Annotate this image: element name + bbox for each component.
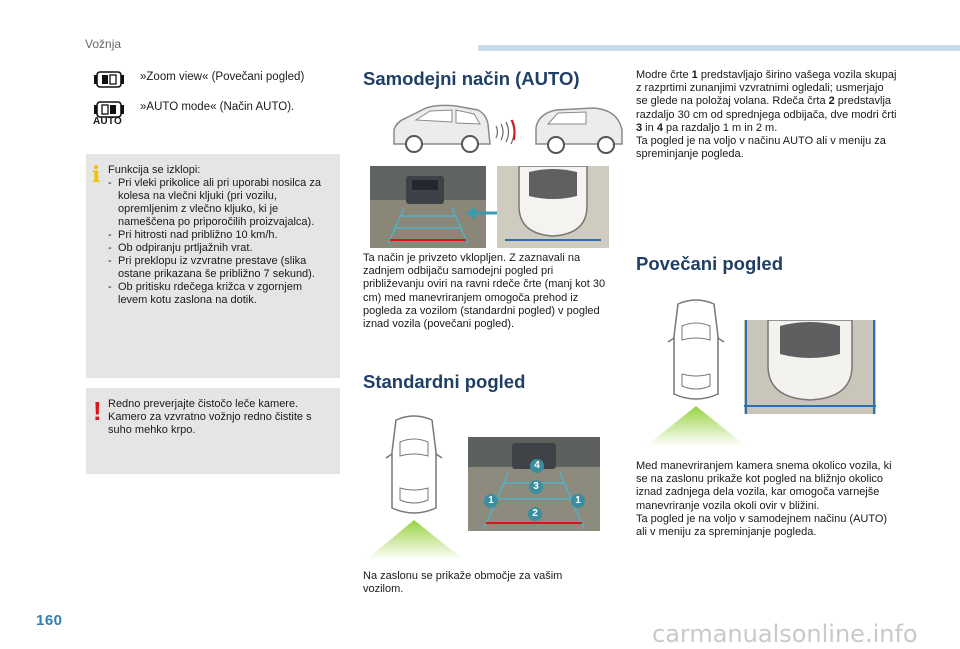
zoom-view-image bbox=[744, 320, 876, 414]
zoom-view-availability: Ta pogled je na voljo v samodejnem načinu (AUTO) ali v meniju za spreminjanje pogleda. bbox=[636, 512, 888, 539]
mode-auto-label: »AUTO mode« (Način AUTO). bbox=[140, 101, 295, 113]
text-run: Modre črte bbox=[636, 69, 692, 81]
line-number: 4 bbox=[656, 121, 663, 134]
camera-zoom-icon bbox=[93, 69, 125, 101]
zoom-view-heading: Povečani pogled bbox=[636, 253, 784, 274]
zoom-car-diagram bbox=[638, 296, 750, 446]
top-view-image bbox=[497, 166, 609, 248]
marker-1-left: 1 bbox=[484, 494, 498, 508]
guide-lines-text bbox=[636, 69, 898, 161]
info-icon: i bbox=[92, 162, 101, 188]
zoom-view-text bbox=[636, 460, 894, 539]
marker-4: 4 bbox=[530, 459, 544, 473]
standard-view-text: Na zaslonu se prikaže območje za vašim vozilom. bbox=[363, 570, 563, 596]
marker-1-right: 1 bbox=[571, 494, 585, 508]
watermark: carmanualsonline.info bbox=[652, 620, 918, 648]
zoom-view-description: Med manevriranjem kamera snema okolico vozila, ki se na zaslonu prikaže kot pogled na bližnjo okolico iznad zadnjega dela vozila, kar omogoča varnejše manevriranje vozila okoli ovir v bližini. bbox=[636, 460, 892, 512]
cars-illustration bbox=[386, 100, 628, 156]
header-bar bbox=[478, 45, 960, 51]
standard-view-heading: Standardni pogled bbox=[363, 371, 526, 392]
marker-2: 2 bbox=[528, 507, 542, 521]
mode-zoom-label: »Zoom view« (Povečani pogled) bbox=[140, 71, 305, 83]
marker-3: 3 bbox=[529, 480, 543, 494]
info-item: Ob pritisku rdečega križca v zgornjem levem kotu zaslona na dotik. bbox=[118, 281, 303, 306]
info-intro: Funkcija se izklopi: bbox=[108, 164, 201, 176]
warning-icon: ! bbox=[93, 396, 102, 426]
warning-text: Redno preverjajte čistočo leče kamere. Kamero za vzvratno vožnjo redno čistite s suho mehko krpo. bbox=[108, 398, 312, 436]
auto-mode-text: Ta način je privzeto vklopljen. Z zaznavali na zadnjem odbijaču samodejni pogled pri približevanju oviri na ravni rdeče črte (manj kot 30 cm) med manevriranjem omogoča prehod iz pogleda za vozilom (standardni pogled) v pogled iznad vozila (povečani pogled). bbox=[363, 252, 606, 331]
info-item: Ob odpiranju prtljažnih vrat. bbox=[118, 242, 253, 254]
text-run: predstavlja razdaljo 30 cm od sprednjega odbijača, dve modri črti bbox=[636, 95, 897, 121]
warning-box bbox=[86, 388, 340, 474]
line-number: 2 bbox=[828, 95, 835, 108]
standard-car-diagram bbox=[362, 412, 472, 560]
info-item: Pri hitrosti nad približno 10 km/h. bbox=[118, 229, 278, 241]
guide-lines-paragraph bbox=[636, 69, 896, 134]
line-number: 3 bbox=[636, 121, 643, 134]
info-box: Funkcija se izklopi: - Pri vleki prikolice ali pri uporabi nosilca za kolesa na vlečni kljuki (pri vozilu, opremljenim z vlečno kljuko, ki je nameščena po priporočilih proizvajalca). - Pri hitrosti nad približno 10 km/h. - Ob odpiranju prtljažnih vrat. - Pri preklopu iz vzvratne prestave (slika ostane prikazana še približno 7 sekund). - Ob pritisku rdečega križca v zgornjem levem kotu zaslona na dotik. bbox=[86, 154, 340, 378]
line-number: 1 bbox=[691, 69, 698, 81]
text-run: pa razdaljo 1 m in 2 m. bbox=[662, 121, 778, 134]
auto-mode-heading: Samodejni način (AUTO) bbox=[363, 68, 580, 89]
text-run: in bbox=[642, 121, 657, 134]
page-number: 160 bbox=[36, 612, 63, 629]
info-item: Pri vleki prikolice ali pri uporabi nosilca za kolesa na vlečni kljuki (pri vozilu, opremljenim z vlečno kljuko, ki je nameščena po priporočilih proizvajalca). bbox=[118, 177, 321, 228]
guide-lines-availability: Ta pogled je na voljo v načinu AUTO ali v meniju za spreminjanje pogleda. bbox=[636, 135, 886, 161]
text-run: predstavljajo širino vašega vozila skupaj z razprtimi zunanjimi vzvratnimi ogledali; usmerjajo se glede na položaj volana. Rdeča črta bbox=[636, 69, 897, 108]
auto-badge: AUTO bbox=[93, 116, 122, 127]
section-label: Vožnja bbox=[85, 37, 122, 51]
info-item: Pri preklopu iz vzvratne prestave (slika ostane prikazana še približno 7 sekund). bbox=[118, 255, 315, 280]
